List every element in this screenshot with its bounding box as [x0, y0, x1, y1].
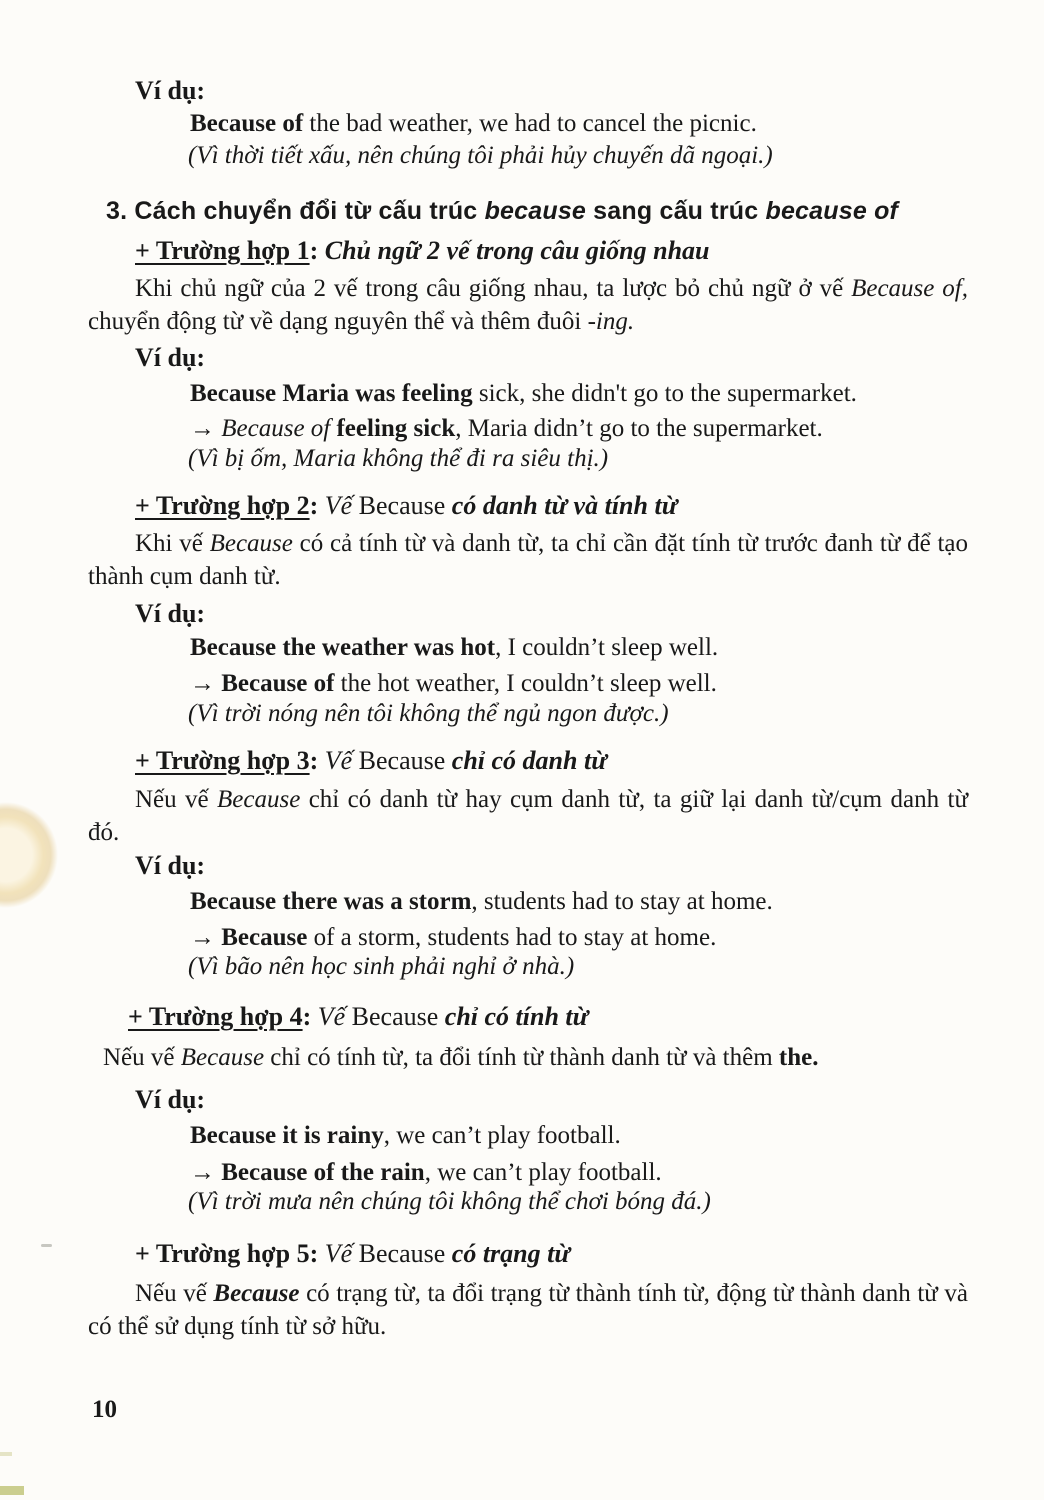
- text-segment: Vế: [324, 491, 359, 520]
- text-segment: Vế: [324, 1239, 359, 1268]
- text-segment: có trạng từ, ta đổi trạng từ thành tính từ, động từ thành danh từ và có thể sử dụng tính từ sở hữu.: [88, 1280, 969, 1340]
- converted-sentence: [190, 415, 823, 443]
- text-segment: + Trường hợp 5:: [135, 1239, 325, 1268]
- stray-dash-artifact: [41, 1244, 52, 1247]
- text-segment: Because: [358, 1239, 452, 1268]
- text-segment: :: [309, 746, 325, 775]
- text-segment: Because: [221, 924, 314, 951]
- text-segment: có danh từ và tính từ: [451, 491, 678, 520]
- text-segment: , Maria didn’t go to the supermarket.: [455, 415, 823, 442]
- case-3-heading: [135, 746, 607, 776]
- text-segment: the.: [778, 1044, 819, 1071]
- example-translation: (Vì bị ốm, Maria không thể đi ra siêu thị.): [188, 445, 609, 472]
- text-segment: Because: [351, 1002, 445, 1031]
- text-segment: , students had to stay at home.: [471, 888, 773, 915]
- text-segment: + Trường hợp 2: [135, 491, 310, 520]
- text-segment: chuyển động từ về dạng nguyên thể và thêm đuôi: [88, 308, 588, 335]
- converted-sentence: [190, 1159, 662, 1187]
- example-sentence: [190, 110, 757, 138]
- example-sentence: [190, 1122, 621, 1150]
- text-segment: Because: [358, 746, 452, 775]
- text-segment: có trạng từ: [451, 1239, 570, 1268]
- example-sentence: [190, 380, 857, 408]
- text-segment: Vế: [317, 1002, 352, 1031]
- text-segment: , we can’t play football.: [424, 1159, 662, 1186]
- text-segment: →: [190, 670, 222, 697]
- paper-stain-artifact: [0, 802, 58, 908]
- text-segment: Because of: [221, 670, 341, 697]
- text-segment: chỉ có danh từ: [451, 746, 607, 775]
- text-segment: Because: [217, 786, 309, 813]
- text-segment: sick, she didn't go to the supermarket.: [478, 380, 857, 407]
- text-segment: chỉ có danh từ hay cụm danh từ, ta giữ lại danh từ/cụm danh từ đó.: [88, 786, 968, 846]
- section-heading: [106, 197, 898, 226]
- text-segment: Because: [180, 1044, 271, 1071]
- text-segment: the hot weather, I couldn’t sleep well.: [340, 670, 717, 697]
- case-4-body: [103, 1041, 983, 1074]
- text-segment: Because it is rainy: [190, 1122, 384, 1149]
- case-5-body: [88, 1277, 968, 1343]
- text-segment: Because there was a storm: [190, 888, 472, 915]
- example-label: Ví dụ:: [135, 599, 206, 628]
- example-translation: (Vì bão nên học sinh phải nghỉ ở nhà.): [188, 953, 575, 980]
- text-segment: Nếu vế: [103, 1044, 181, 1071]
- text-segment: Chủ ngữ 2 vế trong câu giống nhau: [324, 236, 710, 265]
- text-segment: of a storm, students had to stay at home.: [313, 924, 717, 951]
- text-segment: Because of: [221, 415, 337, 442]
- text-segment: Nếu vế: [135, 1280, 214, 1307]
- text-segment: , I couldn’t sleep well.: [495, 634, 719, 661]
- case-2-heading: [135, 491, 677, 521]
- text-segment: , we can’t play football.: [383, 1122, 621, 1149]
- case-2-body: [88, 527, 968, 593]
- example-sentence: [190, 888, 773, 916]
- text-segment: Khi chủ ngữ của 2 vế trong câu giống nhau, ta lược bỏ chủ ngữ ở vế: [135, 275, 852, 302]
- text-segment: feeling sick: [336, 415, 456, 442]
- text-segment: 3. Cách chuyển đổi từ cấu trúc: [106, 197, 485, 225]
- text-segment: có cả tính từ và danh từ, ta chỉ cần đặt tính từ trước đanh từ để tạo thành cụm danh từ.: [88, 530, 968, 590]
- text-segment: chỉ có tính từ, ta đổi tính từ thành danh từ và thêm: [270, 1044, 779, 1071]
- page-number: 10: [92, 1396, 117, 1423]
- text-segment: Because Maria was feeling: [190, 380, 479, 407]
- text-segment: Because of the rain: [221, 1159, 425, 1186]
- case-1-heading: [135, 236, 710, 266]
- example-label: Ví dụ:: [135, 851, 206, 880]
- example-label: Ví dụ:: [135, 76, 206, 105]
- text-segment: Because: [358, 491, 452, 520]
- text-segment: →: [190, 1159, 222, 1186]
- text-segment: sang cấu trúc: [586, 197, 766, 225]
- text-segment: Nếu vế: [135, 786, 218, 813]
- case-5-heading: [135, 1239, 570, 1269]
- text-segment: :: [309, 236, 325, 265]
- case-3-body: [88, 783, 968, 849]
- text-segment: Because of,: [851, 275, 968, 302]
- text-segment: + Trường hợp 4: [128, 1002, 303, 1031]
- example-translation: (Vì trời nóng nên tôi không thể ngủ ngon được.): [188, 700, 669, 727]
- text-segment: Because: [209, 530, 300, 557]
- text-segment: Because the weather was hot: [190, 634, 496, 661]
- text-segment: because: [484, 197, 587, 225]
- corner-smudge-artifact: [0, 1486, 24, 1495]
- example-label: Ví dụ:: [135, 1085, 206, 1114]
- text-segment: →: [190, 415, 222, 442]
- text-segment: + Trường hợp 1: [135, 236, 310, 265]
- text-segment: + Trường hợp 3: [135, 746, 310, 775]
- text-segment: :: [309, 491, 325, 520]
- text-segment: Because of: [190, 110, 310, 137]
- text-segment: :: [302, 1002, 318, 1031]
- converted-sentence: [190, 670, 717, 698]
- text-segment: Vế: [324, 746, 359, 775]
- text-segment: because of: [765, 197, 899, 225]
- converted-sentence: [190, 924, 716, 952]
- text-segment: chỉ có tính từ: [444, 1002, 589, 1031]
- text-segment: Because: [213, 1280, 307, 1307]
- text-segment: →: [190, 924, 222, 951]
- text-segment: the bad weather, we had to cancel the picnic.: [309, 110, 757, 137]
- example-translation: (Vì trời mưa nên chúng tôi không thể chơi bóng đá.): [188, 1188, 711, 1215]
- corner-smudge-artifact: [0, 1452, 12, 1456]
- text-segment: -ing.: [587, 308, 635, 335]
- text-segment: Khi vế: [135, 530, 210, 557]
- case-4-heading: [128, 1002, 588, 1032]
- example-translation: (Vì thời tiết xấu, nên chúng tôi phải hủy chuyến dã ngoại.): [188, 142, 773, 169]
- example-label: Ví dụ:: [135, 343, 206, 372]
- case-1-body: [88, 272, 968, 338]
- example-sentence: [190, 634, 718, 662]
